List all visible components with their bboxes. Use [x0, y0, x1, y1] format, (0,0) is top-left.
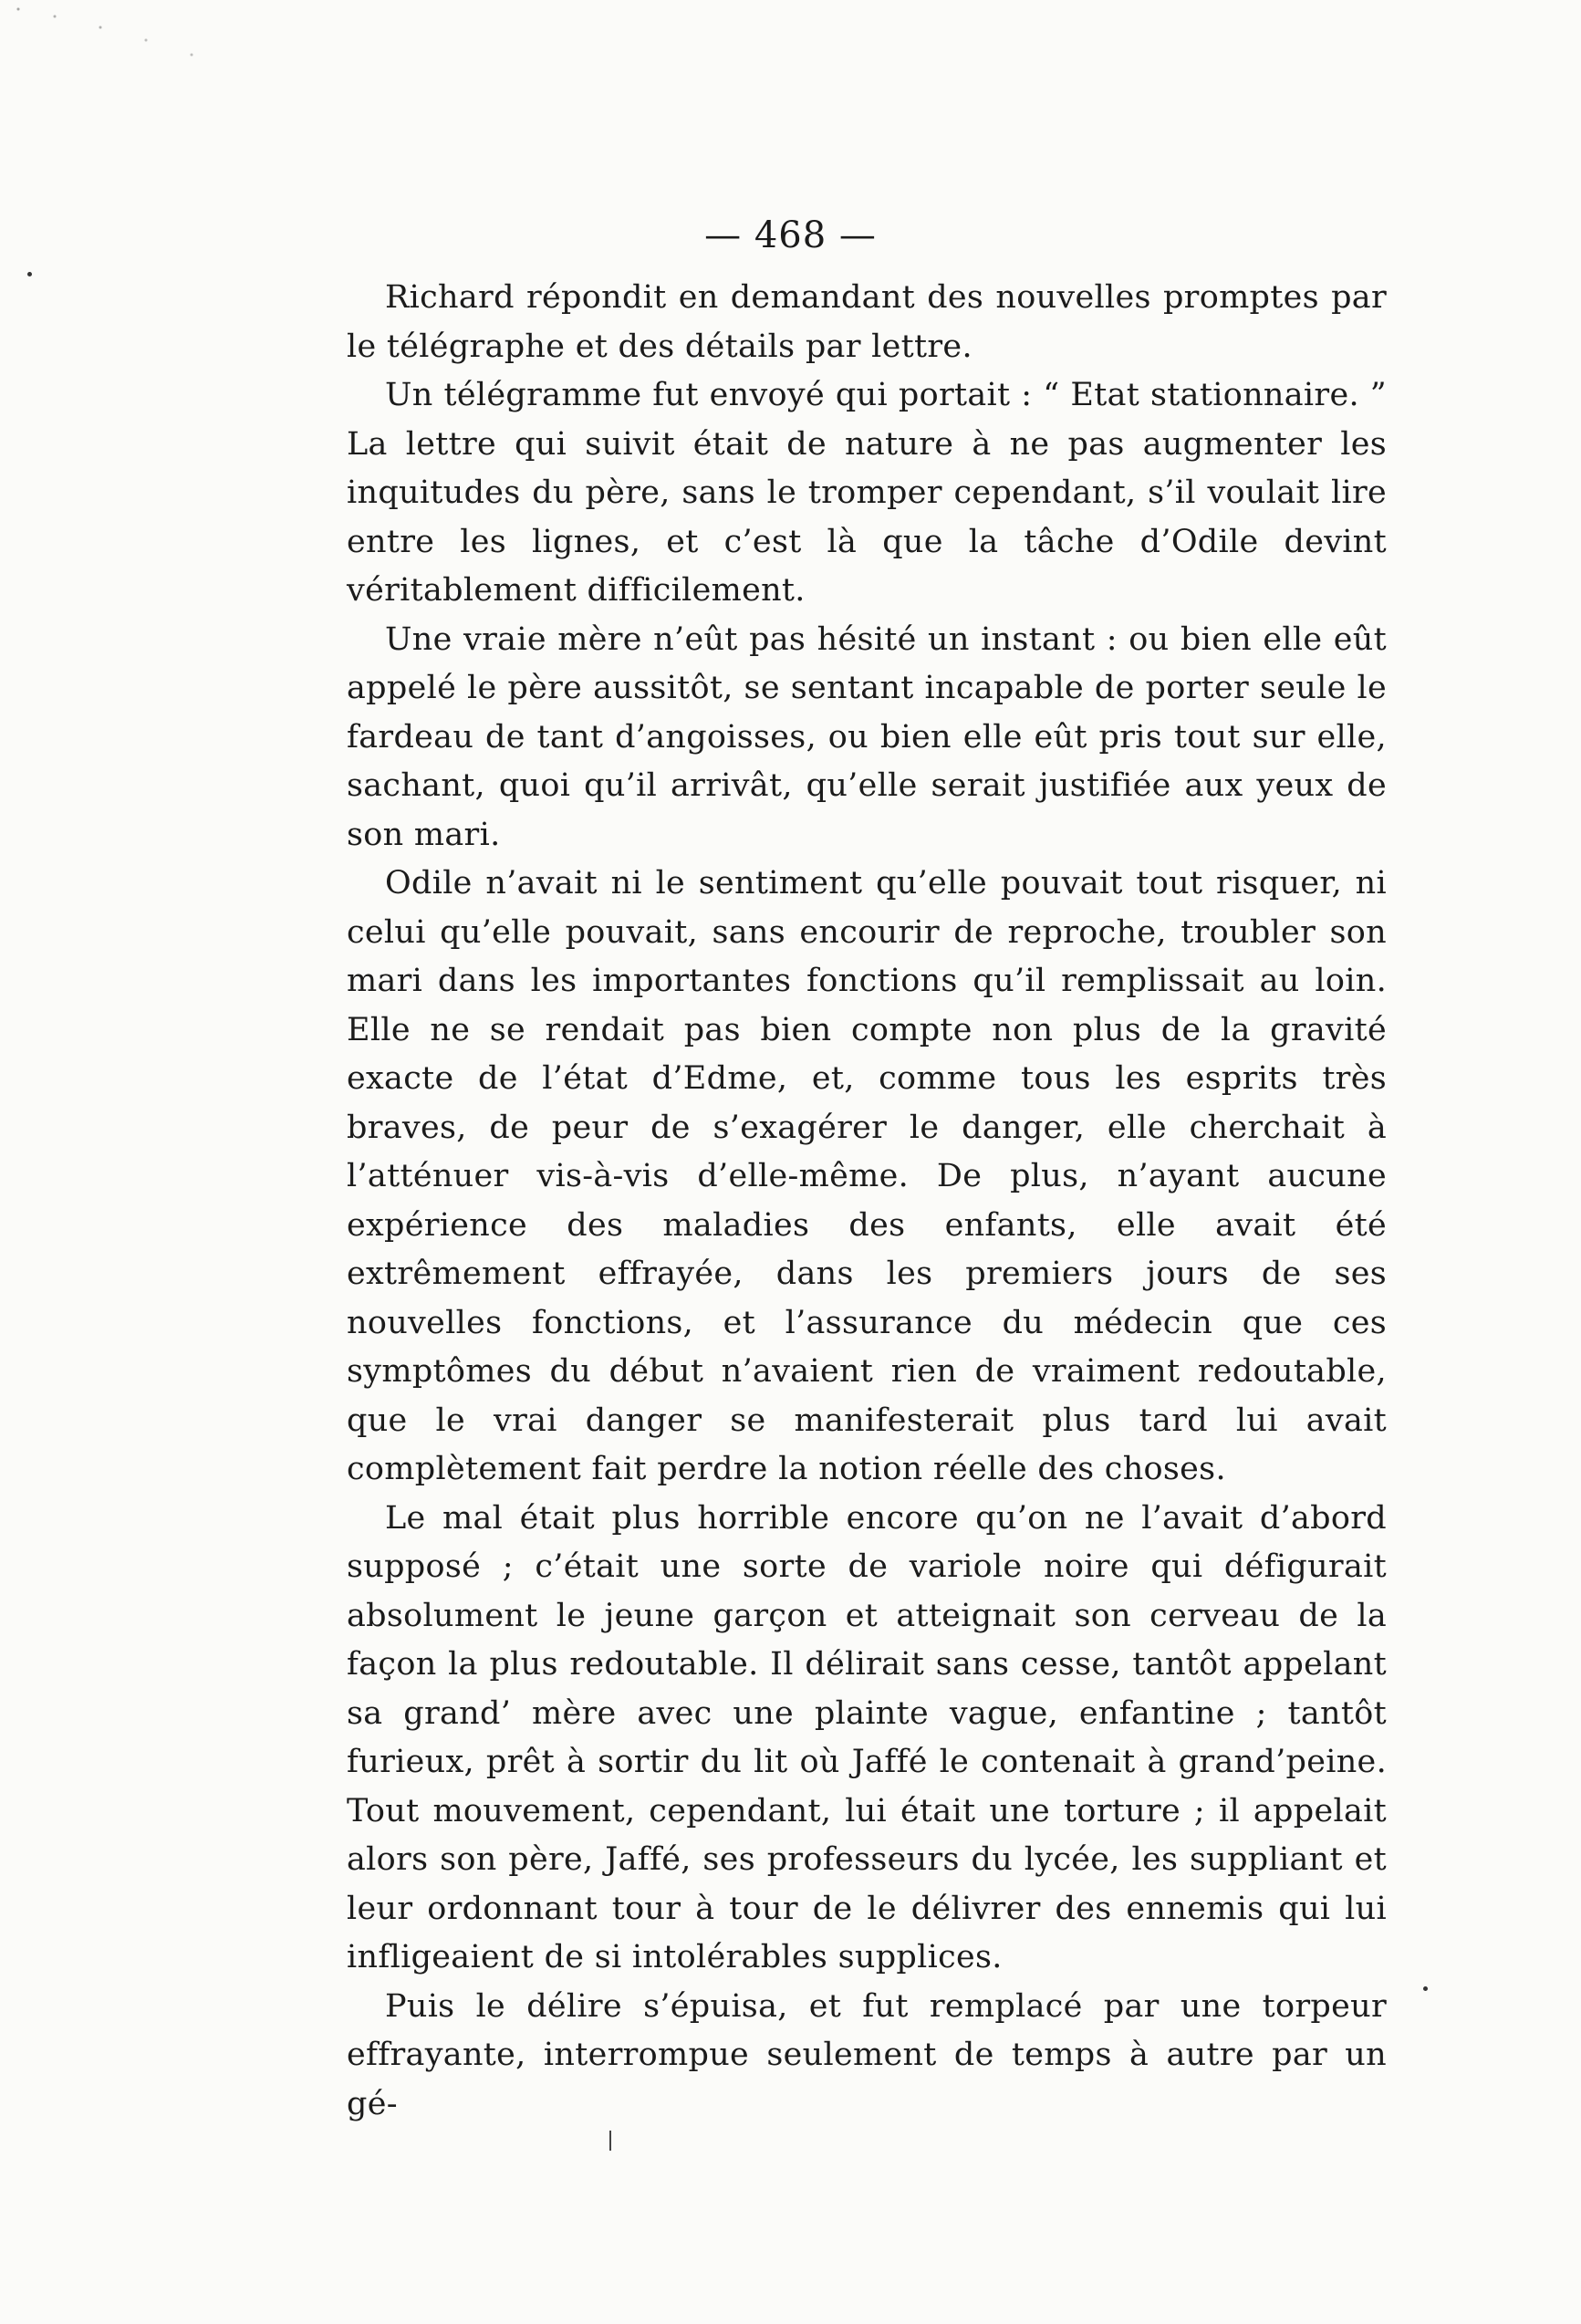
margin-speck: [1423, 1986, 1428, 1991]
paragraph: Odile n’avait ni le sentiment qu’elle pouvait tout risquer, ni celui qu’elle pouvait, sans encourir de reproche, troubler son mari dans les importantes fonctions qu’il remplissait au loin. Elle ne se rendait pas bien compte non plus de la gravité exacte de l’état d’Edme, et, comme tous les esprits très braves, de peur de s’exagérer le danger, elle cherchait à l’atténuer vis-à-vis d’elle-même. De plus, n’ayant aucune expérience des maladies des enfants, elle avait été extrêmement effrayée, dans les premiers jours de ses nouvelles fonctions, et l’assurance du médecin que ces symptômes du début n’avaient rien de vraiment redoutable, que le vrai danger se manifesterait plus tard lui avait complètement fait perdre la notion réelle des choses.: [347, 865, 1387, 1487]
paragraph: Une vraie mère n’eût pas hésité un instant : ou bien elle eût appelé le père aussitôt, se sentant incapable de porter seule le fardeau de tant d’angoisses, ou bien elle eût pris tout sur elle, sachant, quoi qu’il arrivât, qu’elle serait justifiée aux yeux de son mari.: [347, 620, 1387, 853]
paragraph: Un télégramme fut envoyé qui portait : “ Etat stationnaire. ” La lettre qui suivit était de nature à ne pas augmenter les inquitudes du père, sans le tromper cependant, s’il voulait lire entre les lignes, et c’est là que la tâche d’Odile devint véritablement difficilement.: [347, 377, 1387, 609]
scan-mark: [609, 2131, 611, 2151]
body-text: [347, 274, 1387, 2129]
scan-speckle: [0, 0, 237, 73]
page-number: — 468 —: [704, 214, 877, 256]
paragraph: Puis le délire s’épuisa, et fut remplacé par une torpeur effrayante, interrompue seulement de temps à autre par un gé-: [347, 1987, 1387, 2122]
paragraph: Richard répondit en demandant des nouvelles promptes par le télégraphe et des détails par lettre.: [347, 279, 1387, 365]
paragraph: Le mal était plus horrible encore qu’on ne l’avait d’abord supposé ; c’était une sorte de variole noire qui défigurait absolument le jeune garçon et atteignait son cerveau de la façon la plus redoutable. Il délirait sans cesse, tantôt appelant sa grand’ mère avec une plainte vague, enfantine ; tantôt furieux, prêt à sortir du lit où Jaffé le contenait à grand’peine. Tout mouvement, cependant, lui était une torture ; il appelait alors son père, Jaffé, ses professeurs du lycée, les suppliant et leur ordonnant tour à tour de le délivrer des ennemis qui lui infligeaient de si intolérables supplices.: [347, 1499, 1387, 1975]
margin-speck: [27, 272, 32, 276]
